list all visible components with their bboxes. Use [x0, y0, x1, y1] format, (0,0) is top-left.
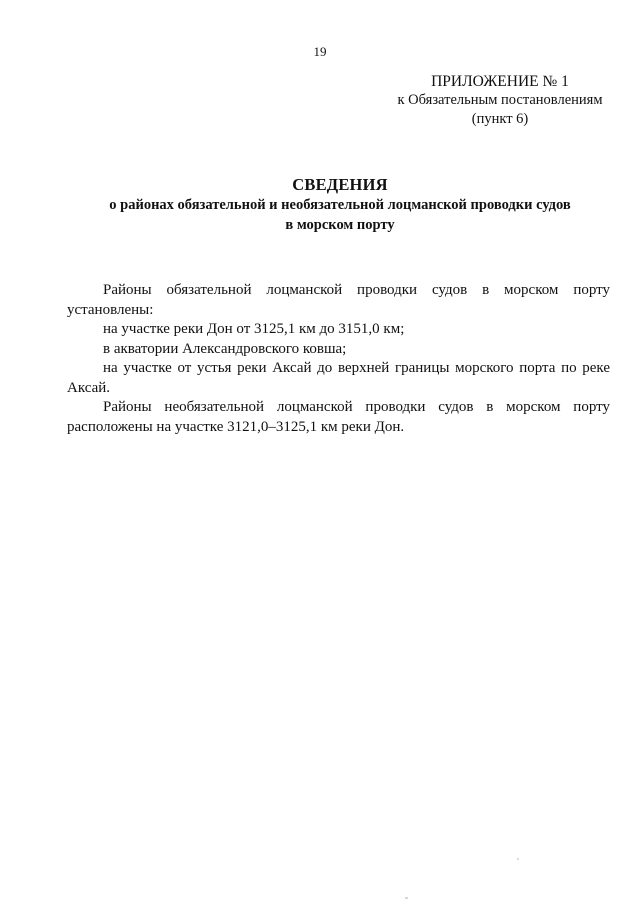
- page-number: 19: [313, 44, 327, 59]
- appendix-header: [380, 72, 620, 129]
- scan-speck: [405, 897, 408, 899]
- heading-line-1: о районах обязательной и необязательной лоцманской проводки судов: [109, 197, 571, 213]
- appendix-reference: к Обязательным постановлениям: [397, 92, 603, 108]
- scan-speck: [517, 858, 519, 860]
- list-item: на участке от устья реки Аксай до верхней границы морского порта по реке Аксай.: [67, 360, 610, 396]
- list-item: в акватории Александровского ковша;: [103, 340, 347, 357]
- document-body: [67, 281, 610, 437]
- paragraph-optional-areas: Районы необязательной лоцманской проводки судов в морском порту расположены на участке 3121,0–3125,1 км реки Дон.: [67, 399, 610, 435]
- heading-line-2: в морском порту: [285, 217, 395, 233]
- appendix-clause: (пункт 6): [471, 111, 529, 127]
- list-item: на участке реки Дон от 3125,1 км до 3151,0 км;: [103, 321, 405, 337]
- document-heading: [60, 174, 620, 235]
- heading-main: СВЕДЕНИЯ: [292, 175, 388, 194]
- paragraph-mandatory-areas: Районы обязательной лоцманской проводки судов в морском порту установлены:: [67, 282, 610, 318]
- appendix-title: ПРИЛОЖЕНИЕ № 1: [431, 73, 569, 90]
